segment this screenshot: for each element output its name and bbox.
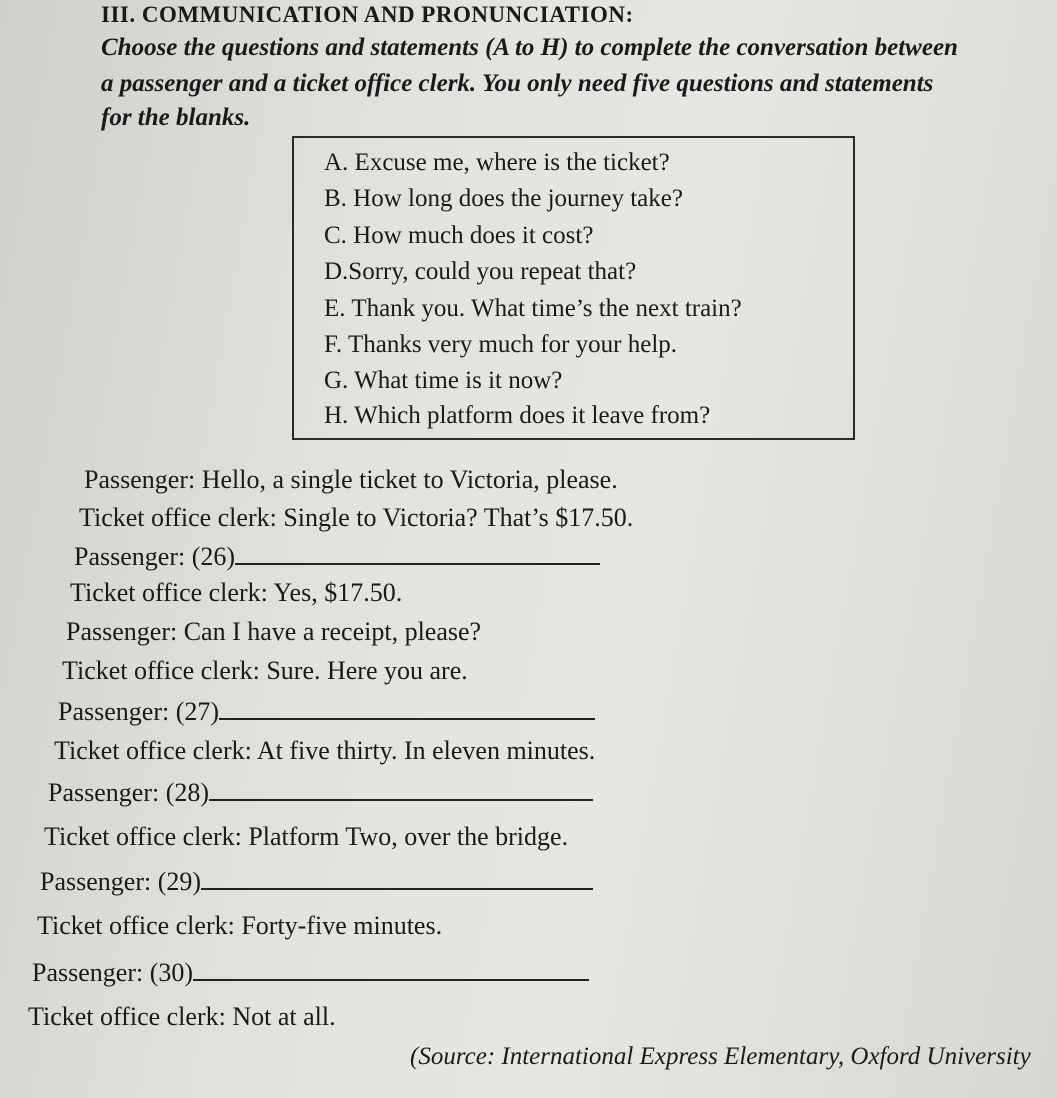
- option-f: F. Thanks very much for your help.: [324, 331, 678, 358]
- dialogue-line-13: Passenger: (30): [32, 957, 589, 988]
- option-g: G. What time is it now?: [324, 367, 563, 394]
- dialogue-line-12: Ticket office clerk: Forty-five minutes.: [37, 911, 443, 940]
- dialogue-line-9: Passenger: (28): [48, 777, 593, 808]
- dialogue-line-5: Passenger: Can I have a receipt, please?: [66, 617, 482, 646]
- dialogue-line-3: Passenger: (26): [74, 541, 600, 572]
- dialogue-line-8: Ticket office clerk: At five thirty. In eleven minutes.: [54, 736, 596, 765]
- option-e: E. Thank you. What time’s the next train?: [324, 295, 742, 322]
- dialogue-line-11: Passenger: (29): [40, 866, 593, 897]
- source-citation: (Source: International Express Elementary, Oxford University: [410, 1043, 1031, 1070]
- instruction-line-3: for the blanks.: [101, 104, 251, 131]
- instruction-line-1: Choose the questions and statements (A to H) to complete the conversation between: [101, 34, 958, 61]
- instruction-line-2: a passenger and a ticket office clerk. You only need five questions and statements: [101, 70, 934, 97]
- answer-blank-26[interactable]: [235, 541, 600, 565]
- answer-blank-30[interactable]: [193, 957, 589, 981]
- answer-blank-27[interactable]: [219, 696, 595, 720]
- option-d: D.Sorry, could you repeat that?: [324, 258, 637, 285]
- option-b: B. How long does the journey take?: [324, 185, 683, 212]
- dialogue-line-14: Ticket office clerk: Not at all.: [28, 1002, 336, 1031]
- dialogue-line-4: Ticket office clerk: Yes, $17.50.: [70, 578, 403, 607]
- answer-blank-29[interactable]: [201, 866, 593, 890]
- dialogue-line-2: Ticket office clerk: Single to Victoria? That’s $17.50.: [79, 503, 634, 532]
- dialogue-line-6: Ticket office clerk: Sure. Here you are.: [62, 656, 468, 685]
- dialogue-line-1: Passenger: Hello, a single ticket to Victoria, please.: [84, 465, 618, 494]
- section-heading: III. COMMUNICATION AND PRONUNCIATION:: [101, 2, 634, 27]
- option-h: H. Which platform does it leave from?: [324, 402, 711, 429]
- dialogue-line-7: Passenger: (27): [58, 696, 595, 727]
- dialogue-line-10: Ticket office clerk: Platform Two, over the bridge.: [44, 822, 569, 851]
- answer-blank-28[interactable]: [209, 777, 593, 801]
- option-c: C. How much does it cost?: [324, 222, 594, 249]
- option-a: A. Excuse me, where is the ticket?: [324, 149, 670, 176]
